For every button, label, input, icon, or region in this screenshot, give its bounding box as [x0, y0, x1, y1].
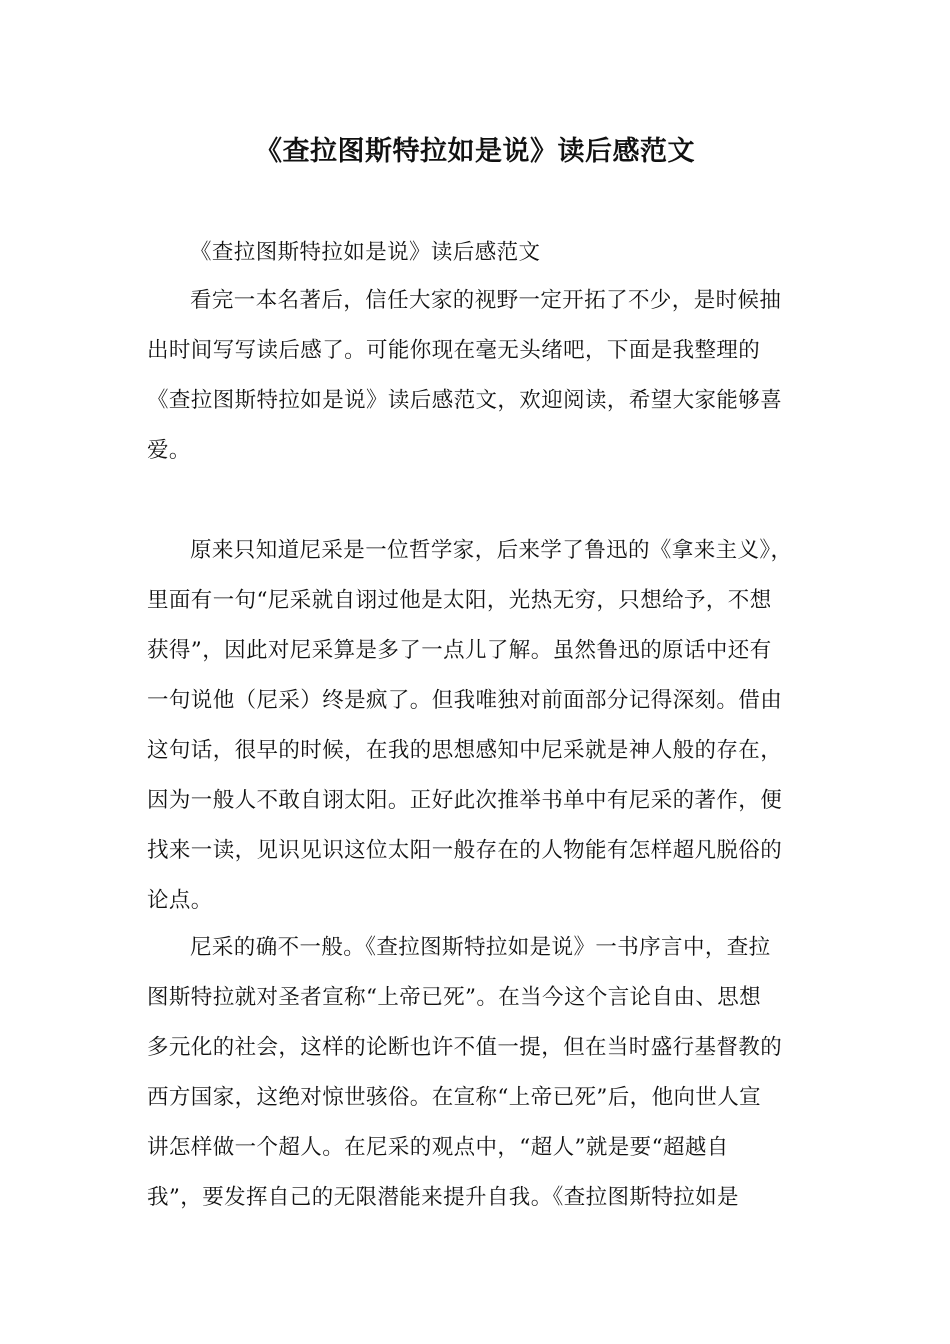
document-title: 《查拉图斯特拉如是说》读后感范文: [255, 136, 695, 167]
paragraph-3: [147, 923, 807, 1223]
paragraph-line: 这句话，很早的时候，在我的思想感知中尼采就是神人般的存在，: [147, 738, 783, 763]
paragraph-line: 因为一般人不敢自诩太阳。正好此次推举书单中有尼采的著作，便: [147, 788, 783, 813]
paragraph-line: 出时间写写读后感了。可能你现在毫无头绪吧，下面是我整理的: [147, 338, 761, 363]
paragraph-2: [147, 526, 807, 926]
document-subtitle: 《查拉图斯特拉如是说》读后感范文: [190, 240, 541, 265]
paragraph-line: 《查拉图斯特拉如是说》读后感范文，欢迎阅读，希望大家能够喜: [147, 388, 783, 413]
subtitle-block: [147, 228, 807, 278]
paragraph-1: [147, 276, 807, 476]
paragraph-line: 图斯特拉就对圣者宣称“上帝已死”。在当今这个言论自由、思想: [147, 985, 762, 1010]
paragraph-line: 一句说他（尼采）终是疯了。但我唯独对前面部分记得深刻。借由: [147, 688, 783, 713]
paragraph-line: 获得”，因此对尼采算是多了一点儿了解。虽然鲁迅的原话中还有: [147, 638, 772, 663]
paragraph-line: 西方国家，这绝对惊世骇俗。在宣称“上帝已死”后，他向世人宣: [147, 1085, 762, 1110]
paragraph-line: 多元化的社会，这样的论断也许不值一提，但在当时盛行基督教的: [147, 1035, 783, 1060]
paragraph-line: 看完一本名著后，信任大家的视野一定开拓了不少，是时候抽: [190, 288, 782, 313]
paragraph-line: 尼采的确不一般。《查拉图斯特拉如是说》一书序言中，查拉: [190, 935, 771, 960]
paragraph-line: 里面有一句“尼采就自诩过他是太阳，光热无穷，只想给予，不想: [147, 588, 772, 613]
paragraph-line: 讲怎样做一个超人。在尼采的观点中，“超人”就是要“超越自: [147, 1135, 729, 1160]
paragraph-line: 原来只知道尼采是一位哲学家，后来学了鲁迅的《拿来主义》，: [190, 538, 793, 563]
paragraph-line: 爱。: [147, 438, 191, 463]
paragraph-line: 我”，要发挥自己的无限潜能来提升自我。《查拉图斯特拉如是: [147, 1185, 739, 1210]
paragraph-line: 论点。: [147, 888, 213, 913]
paragraph-line: 找来一读，见识见识这位太阳一般存在的人物能有怎样超凡脱俗的: [147, 838, 783, 863]
